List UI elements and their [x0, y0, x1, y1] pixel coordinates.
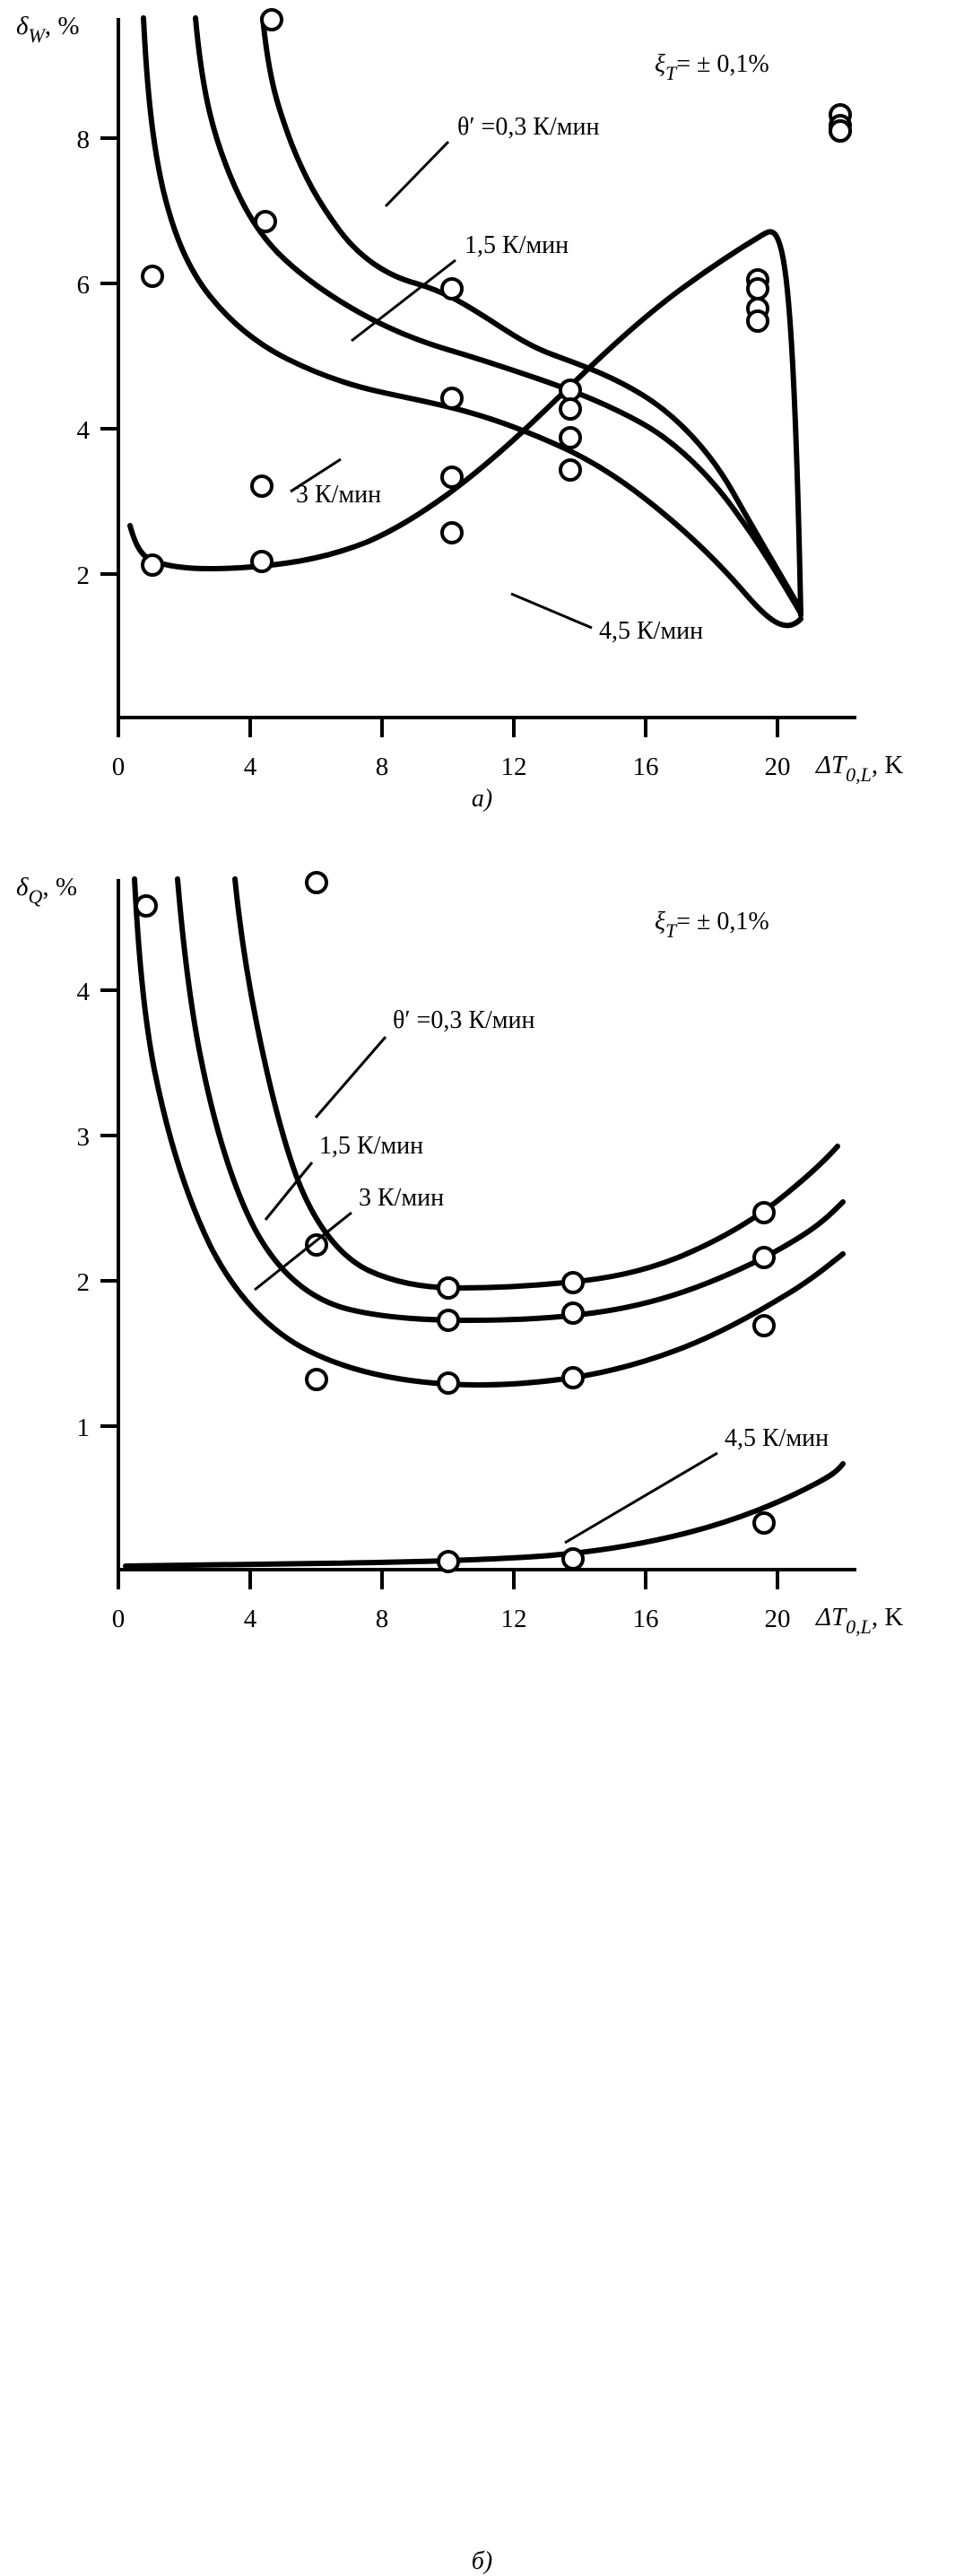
curve-b-03	[235, 879, 838, 1288]
chart-a-y-axis-title	[16, 12, 79, 47]
figure-a-caption: а)	[471, 785, 493, 813]
curve-b-45	[126, 1464, 843, 1566]
figure-b-caption: б)	[471, 2547, 493, 2575]
svg-text:6: 6	[76, 271, 90, 300]
svg-text:0: 0	[111, 1605, 126, 1633]
chart-a-x-ticks	[118, 718, 777, 737]
chart-b-markers	[136, 873, 774, 1571]
chart-a-x-axis-title	[815, 751, 903, 786]
figure-b	[0, 861, 964, 2575]
svg-text:12: 12	[500, 1605, 527, 1633]
label-curve-b-3: 3 К/мин	[359, 1184, 445, 1212]
svg-text:1: 1	[76, 1414, 90, 1442]
svg-text:8: 8	[375, 1605, 389, 1633]
curve-b-3	[135, 879, 843, 1385]
svg-text:4: 4	[243, 1605, 257, 1633]
chart-a-note	[655, 50, 769, 84]
label-curve-3: 3 К/мин	[296, 481, 382, 509]
chart-a-y-ticks	[100, 138, 118, 574]
svg-text:ΔT0,L, K: $\Delta T_{0,L}$, K	[816, 751, 904, 786]
svg-text:ξT= ± 0,1%: $\xi_T= \pm 0,1\%$	[655, 50, 769, 84]
svg-text:4: 4	[76, 416, 90, 445]
curve-a-15	[195, 18, 801, 614]
chart-b-y-axis-title	[16, 873, 77, 908]
svg-text:δQ, %: $\delta_Q$, %	[16, 873, 78, 908]
chart-a-x-tick-labels	[112, 753, 791, 781]
chart-b-svg	[0, 861, 964, 1686]
svg-text:20: 20	[764, 1605, 791, 1633]
curve-a-3	[143, 18, 801, 625]
svg-text:0: 0	[111, 753, 126, 781]
chart-a-curves	[130, 18, 801, 625]
label-curve-b-03: θ′ =0,3 К/мин	[393, 1006, 535, 1034]
svg-text:2: 2	[76, 1268, 90, 1297]
svg-text:20: 20	[764, 753, 791, 781]
chart-a-y-tick-labels	[77, 126, 91, 590]
svg-text:δW, %: $\delta_W$, %	[16, 12, 80, 47]
svg-text:16: 16	[632, 753, 659, 781]
svg-text:12: 12	[500, 753, 527, 781]
chart-b-curves	[126, 879, 843, 1566]
label-curve-03: θ′ =0,3 К/мин	[457, 113, 600, 141]
figure-a	[0, 0, 964, 861]
svg-text:ΔT0,L, K: $\Delta T_{0,L}$, K	[816, 1603, 904, 1638]
curve-a-03	[263, 18, 801, 610]
chart-a-curve-labels	[296, 113, 703, 645]
svg-text:ξT= ± 0,1%: $\xi_T= \pm 0,1\%$	[655, 908, 769, 942]
chart-b-note	[655, 908, 769, 942]
chart-a-svg	[0, 0, 964, 789]
svg-text:4: 4	[76, 978, 90, 1006]
label-curve-15: 1,5 К/мин	[465, 231, 569, 259]
label-curve-b-15: 1,5 К/мин	[319, 1132, 424, 1160]
svg-text:3: 3	[76, 1123, 90, 1152]
svg-text:8: 8	[76, 126, 90, 154]
label-curve-b-45: 4,5 К/мин	[725, 1424, 829, 1452]
label-curve-45: 4,5 К/мин	[599, 617, 704, 645]
chart-b-y-ticks	[100, 990, 118, 1426]
svg-text:2: 2	[76, 561, 90, 590]
svg-text:16: 16	[632, 1605, 659, 1633]
chart-a-markers	[143, 10, 850, 575]
svg-text:4: 4	[243, 753, 257, 781]
chart-b-x-axis-title	[815, 1603, 903, 1638]
chart-b-x-tick-labels	[112, 1605, 791, 1633]
curve-a-45	[130, 231, 801, 615]
chart-b-y-tick-labels	[77, 978, 91, 1442]
curve-b-15	[178, 879, 843, 1320]
svg-text:8: 8	[375, 753, 389, 781]
